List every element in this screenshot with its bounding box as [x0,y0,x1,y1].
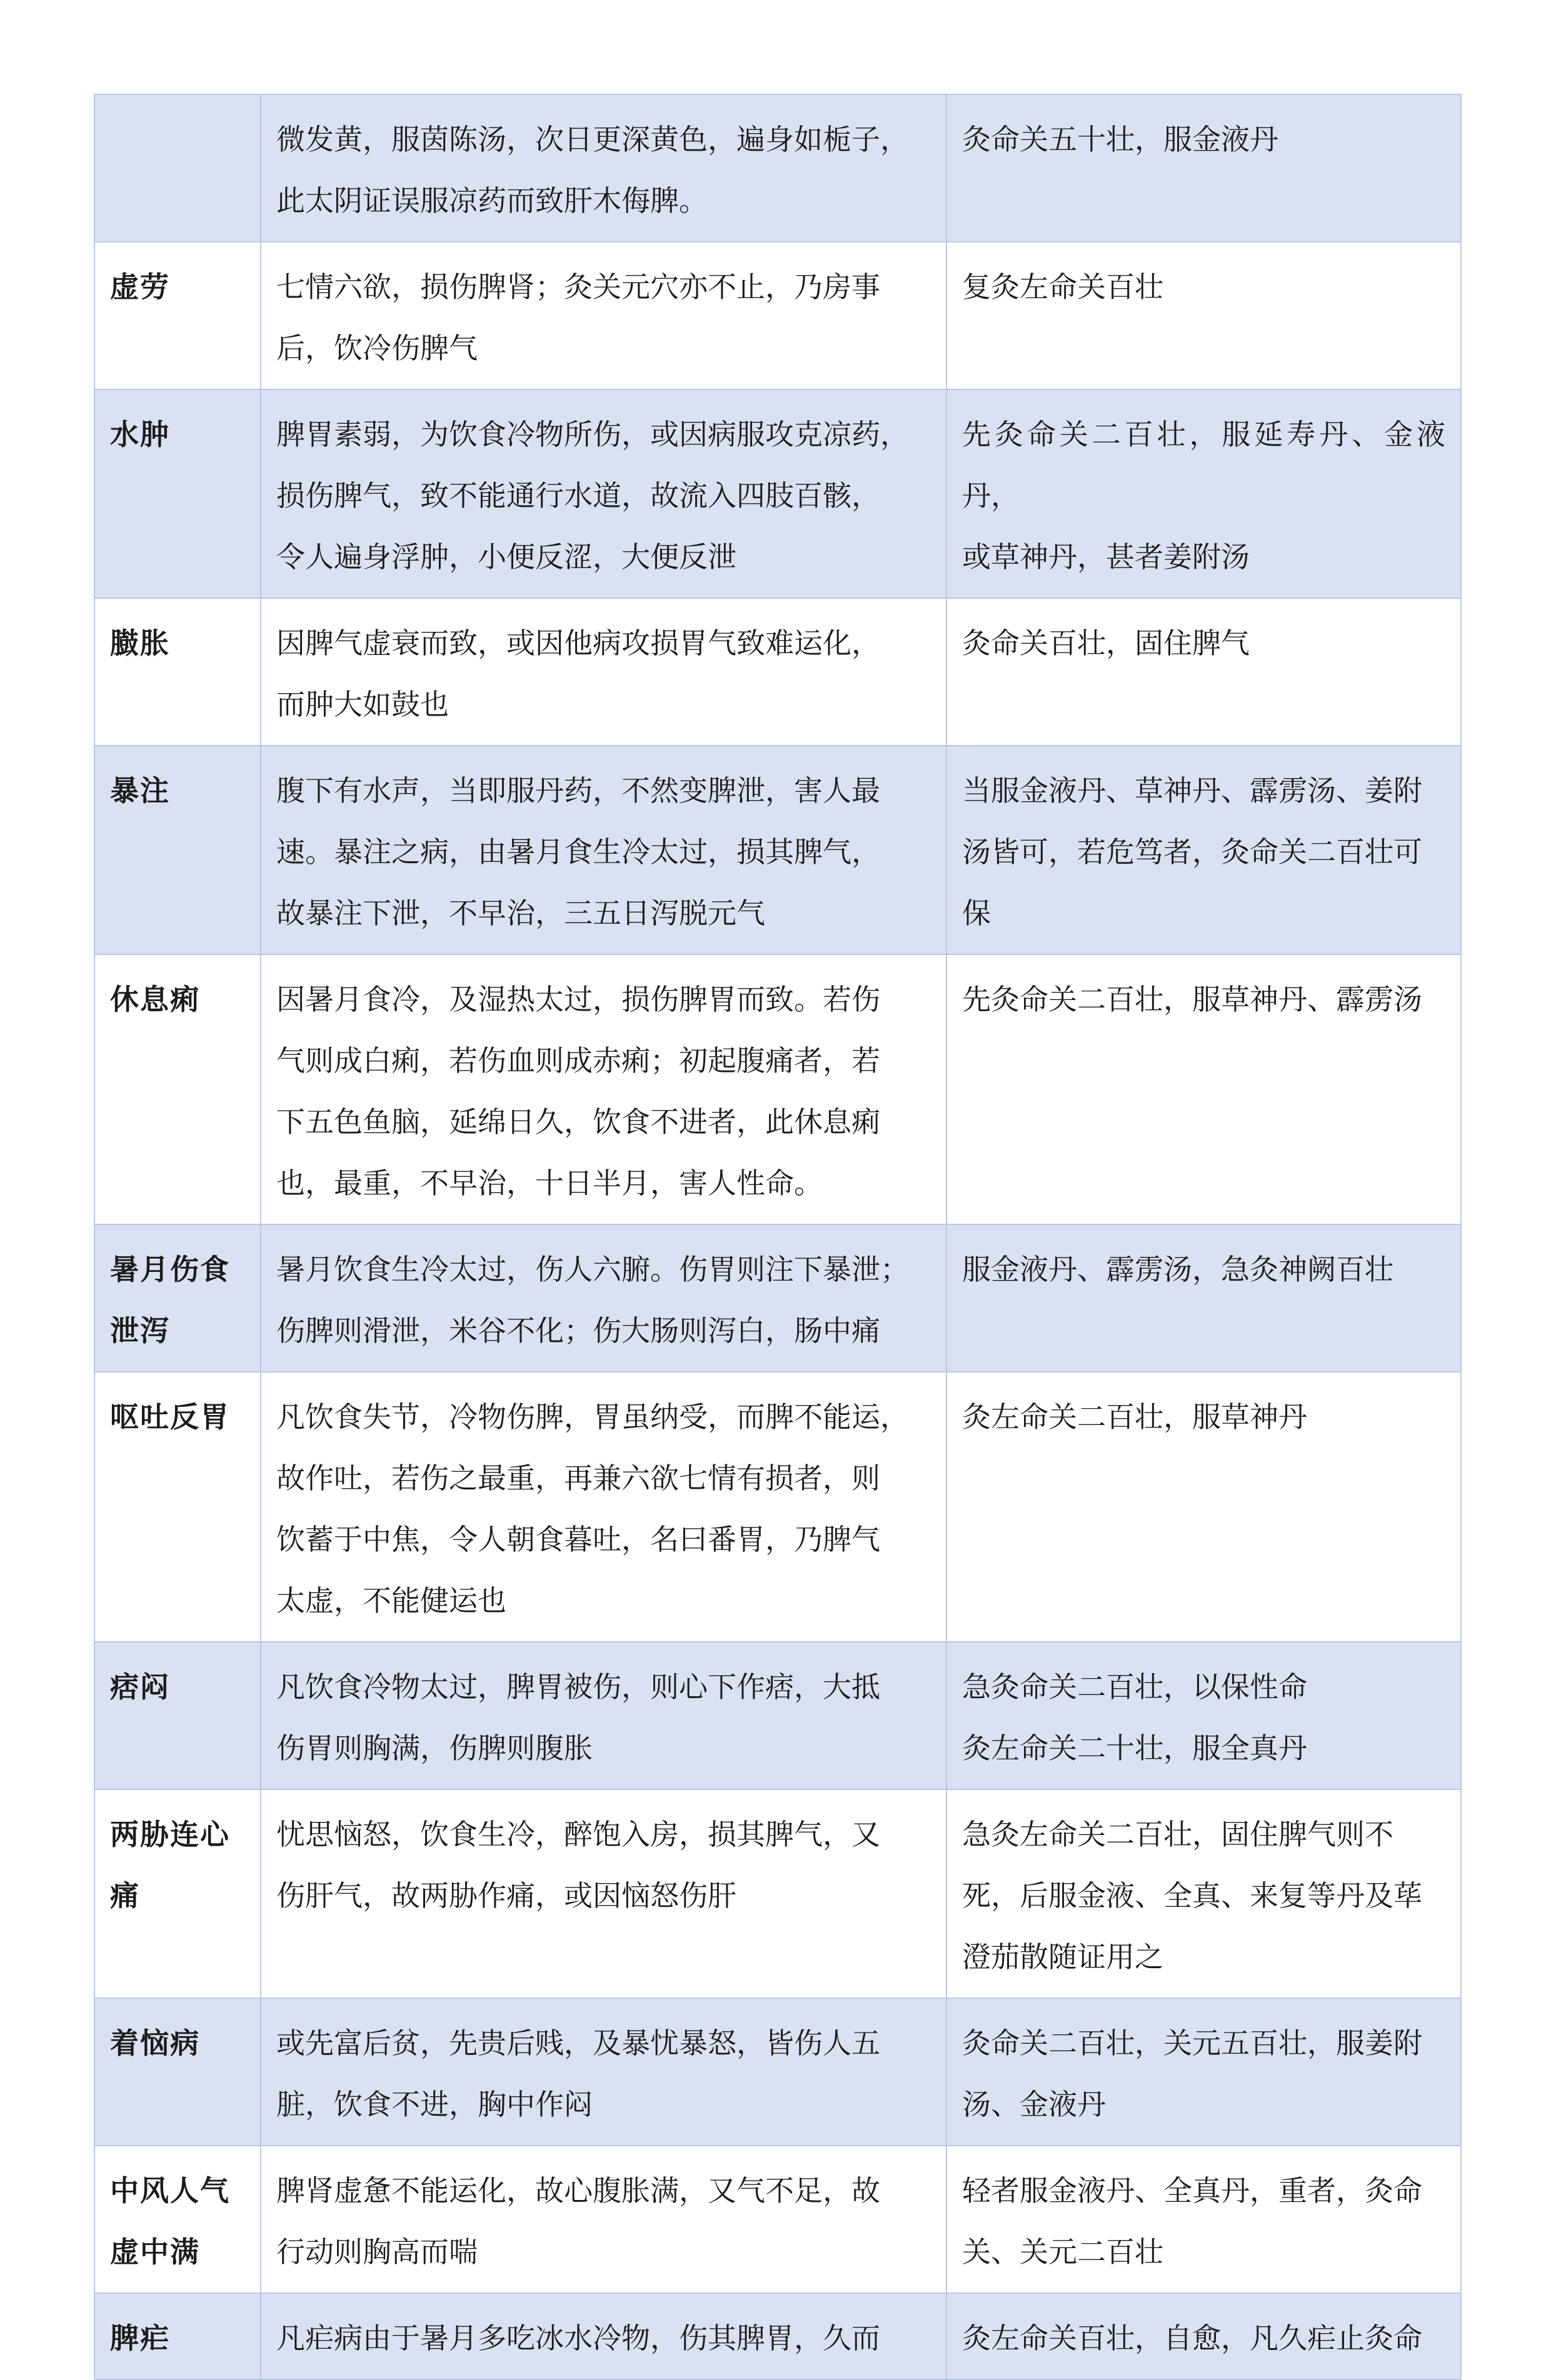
treatment-line: 汤皆可，若危笃者，灸命关二百壮可 [962,835,1422,869]
condition-name-cell [94,1998,261,2146]
etiology-cell [261,598,946,746]
etiology-line: 故暴注下泄，不早治，三五日泻脱元气 [276,896,765,930]
condition-name-cell [94,242,261,389]
etiology-line: 脏，饮食不进，胸中作闷 [276,2088,593,2121]
etiology-line: 伤肝气，故两胁作痛，或因恼怒伤肝 [276,1879,736,1912]
treatment-line: 汤、金液丹 [962,2088,1106,2121]
treatment-cell [946,598,1461,746]
treatment-line: 灸命关二百壮，关元五百壮，服姜附 [962,2026,1422,2060]
treatment-cell [946,2293,1461,2379]
table-row [94,598,1461,746]
treatment-cell [946,1224,1461,1372]
treatment-cell [946,1998,1461,2146]
condition-name: 臌胀 [110,626,170,660]
etiology-line: 伤胃则胸满，伤脾则腹胀 [276,1731,593,1765]
treatment-line: 灸左命关二十壮，服全真丹 [962,1731,1307,1765]
etiology-line: 或先富后贫，先贵后贱，及暴忧暴怒，皆伤人五 [276,2026,880,2060]
treatment-line: 当服金液丹、草神丹、霹雳汤、姜附 [962,774,1422,808]
condition-name-cell [94,1224,261,1372]
etiology-line: 也，最重，不早治，十日半月，害人性命。 [276,1166,823,1200]
table-row [94,1224,1461,1372]
condition-name: 两胁连心 痛 [110,1818,230,1912]
etiology-cell [261,2293,946,2379]
treatment-line: 澄茄散随证用之 [962,1940,1163,1974]
etiology-line: 凡饮食失节，冷物伤脾，胃虽纳受，而脾不能运， [276,1400,909,1434]
etiology-line: 速。暴注之病，由暑月食生冷太过，损其脾气， [276,835,880,869]
etiology-line: 后，饮冷伤脾气 [276,331,478,365]
etiology-cell [261,1789,946,1998]
etiology-line: 暑月饮食生冷太过，伤人六腑。伤胃则注下暴泄； [276,1252,909,1286]
condition-name-cell [94,389,261,598]
treatment-cell [946,2146,1461,2293]
table-row [94,242,1461,389]
condition-name-cell [94,598,261,746]
etiology-line: 七情六欲，损伤脾肾；灸关元穴亦不止，乃房事 [276,270,880,304]
condition-name: 暴注 [110,774,170,808]
etiology-line: 气则成白痢，若伤血则成赤痢；初起腹痛者，若 [276,1044,880,1078]
etiology-cell [261,954,946,1224]
treatment-cell [946,1789,1461,1998]
treatment-line: 关、关元二百壮 [962,2235,1163,2269]
etiology-line: 令人遍身浮肿，小便反涩，大便反泄 [276,540,736,574]
table-row [94,1789,1461,1998]
etiology-line: 故作吐，若伤之最重，再兼六欲七情有损者，则 [276,1461,880,1495]
condition-name: 水肿 [110,418,170,451]
etiology-line: 脾胃素弱，为饮食冷物所伤，或因病服攻克凉药， [276,418,909,451]
etiology-line: 此太阴证误服凉药而致肝木侮脾。 [276,184,708,218]
condition-name: 脾疟 [110,2321,170,2355]
etiology-cell [261,2146,946,2293]
table-row [94,1372,1461,1642]
treatment-cell [946,954,1461,1224]
etiology-line: 忧思恼怒，饮食生冷，醉饱入房，损其脾气，又 [276,1818,880,1851]
etiology-cell [261,1224,946,1372]
etiology-line: 微发黄，服茵陈汤，次日更深黄色，遍身如栀子， [276,122,909,156]
treatment-line: 灸左命关二百壮，服草神丹 [962,1400,1307,1434]
etiology-line: 太虚，不能健运也 [276,1584,506,1618]
condition-name-cell [94,954,261,1224]
treatment-cell [946,1642,1461,1789]
etiology-line: 腹下有水声，当即服丹药，不然变脾泄，害人最 [276,774,880,808]
table-row [94,746,1461,954]
condition-name-cell [94,2146,261,2293]
treatment-line: 急灸左命关二百壮，固住脾气则不 [962,1818,1393,1851]
condition-name: 呕吐反胃 [110,1400,230,1434]
etiology-line: 而肿大如鼓也 [276,688,449,721]
condition-name-cell [94,746,261,954]
treatment-line: 复灸左命关百壮 [962,270,1163,304]
treatment-line: 保 [962,896,991,930]
condition-name-cell [94,1642,261,1789]
table-row [94,1642,1461,1789]
table-row [94,1998,1461,2146]
treatment-line: 急灸命关二百壮，以保性命 [962,1670,1307,1704]
treatment-cell [946,389,1461,598]
etiology-line: 行动则胸高而喘 [276,2235,478,2269]
etiology-line: 下五色鱼脑，延绵日久，饮食不进者，此休息痢 [276,1105,880,1139]
etiology-cell [261,94,946,242]
condition-name-cell [94,94,261,242]
treatment-line: 灸命关百壮，固住脾气 [962,626,1250,660]
treatment-line: 死，后服金液、全真、来复等丹及荜 [962,1879,1422,1912]
treatment-cell [946,242,1461,389]
treatment-table [94,94,1462,2380]
etiology-line: 凡饮食冷物太过，脾胃被伤，则心下作痞，大抵 [276,1670,880,1704]
etiology-line: 损伤脾气，致不能通行水道，故流入四肢百骸， [276,479,880,512]
treatment-line: 先灸命关二百壮，服草神丹、霹雳汤 [962,982,1422,1016]
table-row [94,2146,1461,2293]
etiology-cell [261,242,946,389]
table-row [94,389,1461,598]
treatment-line: 灸左命关百壮，自愈，凡久疟止灸命 [962,2321,1422,2355]
condition-name-cell [94,1789,261,1998]
treatment-cell [946,1372,1461,1642]
etiology-cell [261,389,946,598]
table-row [94,954,1461,1224]
table-row [94,2293,1461,2379]
treatment-cell [946,94,1461,242]
condition-name: 痞闷 [110,1670,170,1704]
etiology-line: 凡疟病由于暑月多吃冰水冷物，伤其脾胃，久而 [276,2321,880,2355]
table-body [94,94,1461,2379]
condition-name: 中风人气 虚中满 [110,2174,230,2269]
etiology-line: 饮蓄于中焦，令人朝食暮吐，名曰番胃，乃脾气 [276,1522,880,1556]
treatment-line: 轻者服金液丹、全真丹，重者，灸命 [962,2174,1422,2208]
treatment-line: 服金液丹、霹雳汤，急灸神阙百壮 [962,1252,1393,1286]
condition-name: 着恼病 [110,2026,200,2060]
etiology-cell [261,1372,946,1642]
condition-name: 虚劳 [110,270,170,304]
document-page [94,94,1460,2380]
treatment-line: 先灸命关二百壮，服延寿丹、金液丹， [962,418,1445,512]
treatment-line: 灸命关五十壮，服金液丹 [962,122,1278,156]
condition-name-cell [94,1372,261,1642]
etiology-line: 因暑月食冷，及湿热太过，损伤脾胃而致。若伤 [276,982,880,1016]
condition-name-cell [94,2293,261,2379]
etiology-line: 因脾气虚衰而致，或因他病攻损胃气致难运化， [276,626,880,660]
treatment-cell [946,746,1461,954]
etiology-cell [261,1998,946,2146]
etiology-cell [261,746,946,954]
etiology-line: 脾肾虚惫不能运化，故心腹胀满，又气不足，故 [276,2174,880,2208]
condition-name: 休息痢 [110,982,200,1016]
condition-name: 暑月伤食 泄泻 [110,1252,230,1348]
treatment-line: 或草神丹，甚者姜附汤 [962,540,1250,574]
table-row [94,94,1461,242]
etiology-line: 伤脾则滑泄，米谷不化；伤大肠则泻白，肠中痛 [276,1314,880,1348]
etiology-cell [261,1642,946,1789]
